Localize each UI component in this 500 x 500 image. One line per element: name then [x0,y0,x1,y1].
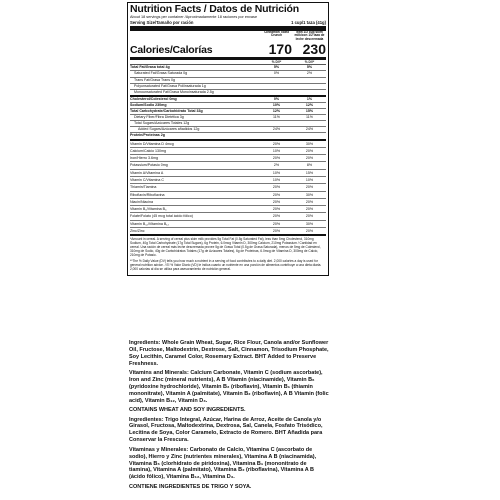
label-footnotes [130,236,326,271]
nutrient-name: Dietary Fiber/Fibra Dietética 3g [134,115,184,120]
nutrient-name: Protein/Proteínas 2g [130,133,165,138]
vitamin-dv-milk: 20% [305,148,314,153]
nutrient-name: Sodium/Sodio 230mg [130,102,167,107]
nutrient-name: Total Fat/Grasa total 4g [130,65,170,70]
nutrient-dv-cereal: 12% [272,109,281,114]
nutrient-name: Saturated Fat/Grasa Saturada 0g [134,71,188,76]
ingredients-paragraph: CONTAINS WHEAT AND SOY INGREDIENTS. [129,407,246,414]
column-header-cereal: Cinnamon Toast Crunch [264,29,289,38]
ingredients-paragraph: Vitaminas y Minerales: Carbonato de Calcio, Vitamina C (ascorbato de sodio), Hierro y Zinc (nutrientes minerales), Vitamina A B (niacinamida), Vitamina B₆ (clorhidrato de piridoxina), Vitamina B₁ (mononitrato de tiamina), Vitamina A (palmitato), Vitamina B₂ (riboflavina), Vitamina A B (ácido fólico), Vitamina B₁₂, Vitamina D₃. [129,446,317,481]
nutrient-name: Total Carbohydrate/Carbohidrato Total 33g [130,109,203,114]
column-headers [130,31,326,42]
nutrient-dv-cereal: 5% [273,65,280,70]
column-header-milk: with 1/2 cup skim milk/con 1/2 taza de leche descremada [294,29,325,41]
vitamin-dv-milk: 20% [305,229,314,234]
vitamin-name: Potassium/Potasio 0mg [130,163,168,168]
nutrient-dv-milk [293,90,326,95]
vitamin-dv-milk: 20% [305,156,314,161]
dv-header-milk: % DV* [304,60,315,65]
footnote-daily-value: **The % Daily Value (DV) tells you how much a nutrient in a serving of food contributes to a daily diet. 2,000 calories a day is used for general nutrition advice. / El % Valor Diario (VD) le indica cuanto un nutriente en una porción de alimentos contribuye a una dieta diaria. 2,000 calorías al día se utiliza para asesoramiento de nutrición general. [130,258,322,271]
vitamin-name: Zinc/Zinc [130,229,145,234]
ingredients-paragraph: Ingredients: Whole Grain Wheat, Sugar, Rice Flour, Canola and/or Sunflower Oil, Fructose, Maltodextrin, Dextrose, Salt, Cinnamon, Trisodium Phosphate, Soy Lecithin, Caramel Color, Rosemary Extract. BHT Added to Preserve Freshness. [129,340,329,367]
vitamin-dv-cereal: 20% [272,207,281,212]
vitamin-row [130,148,326,155]
vitamin-name: Vitamin C/Vitamina C [130,177,165,182]
nutrient-name: Total Sugars/Azúcares Totales 12g [134,121,190,126]
vitamin-dv-milk: 20% [305,185,314,190]
nutrient-dv-cereal: 0% [273,71,280,76]
vitamin-dv-cereal: 10% [272,170,281,175]
vitamin-row [130,221,326,228]
vitamin-dv-cereal: 20% [272,214,281,219]
vitamin-dv-cereal: 20% [272,221,281,226]
nutrient-dv-milk [293,78,326,83]
nutrient-name: Trans Fat/Grasa Trans 0g [134,77,176,82]
nutrition-panel [125,0,333,500]
vitamin-row [130,206,326,213]
vitamin-list [130,141,326,237]
vitamin-name: Vitamin D/Vitamina D 4mcg [130,141,174,146]
vitamin-row [130,170,326,177]
servings-per-container: About 18 servings per container /Aproximadamente 18 raciones por envase [130,15,258,19]
nutrient-dv-cereal [260,84,293,89]
nutrient-dv-milk [293,121,326,126]
ingredients-paragraph: CONTIENE INGREDIENTES DE TRIGO Y SOYA. [129,483,252,490]
nutrient-dv-milk: 5% [306,65,313,70]
nutrient-list [130,65,326,140]
vitamin-row [130,177,326,184]
nutrient-name: Added Sugars/Azúcares añadidos 12g [138,127,200,132]
label-title: Nutrition Facts / Datos de Nutrición [130,3,299,15]
vitamin-name: Riboflavin/Riboflavina [130,192,165,197]
nutrient-dv-milk: 12% [305,102,314,107]
nutrient-dv-cereal [260,121,293,126]
vitamin-row [130,184,326,191]
vitamin-name: Niacin/Niacina [130,199,153,204]
vitamin-name: Calcium/Calcio 130mg [130,148,166,153]
vitamin-dv-milk: 20% [305,199,314,204]
nutrient-dv-cereal: 11% [273,115,280,120]
calories-cereal: 170 [268,41,292,58]
dv-header-cereal: % DV* [271,60,282,65]
vitamin-row [130,155,326,162]
vitamin-dv-cereal: 20% [272,229,281,234]
vitamin-row [130,199,326,206]
nutrient-name: Cholesterol/Colesterol 0mg [130,96,177,101]
nutrient-dv-cereal: 10% [272,102,281,107]
vitamin-row [130,162,326,169]
vitamin-row [130,192,326,199]
vitamin-name: Vitamin B₆/Vitamina B₆ [130,207,167,212]
nutrient-dv-milk [293,84,326,89]
nutrient-row [130,90,326,97]
calories-row [130,41,326,60]
vitamin-row [130,141,326,148]
vitamin-dv-cereal: 20% [272,192,281,197]
nutrient-name: Polyunsaturated Fat/Grasa Poliinsaturada 1g [134,83,206,88]
nutrient-dv-cereal [260,90,293,95]
vitamin-row [130,228,326,236]
vitamin-name: Thiamin/Tiamina [130,185,157,190]
vitamin-dv-cereal: 2% [273,163,280,168]
nutrient-dv-cereal [260,78,293,83]
vitamin-dv-milk: 30% [305,141,314,146]
serving-size-value: 1 cup/1 taza (41g) [291,19,326,25]
calories-label: Calories/Calorías [130,44,213,57]
serving-size-row [130,20,326,31]
nutrient-dv-milk [293,133,326,138]
nutrient-dv-cereal: 0% [273,96,280,101]
vitamin-row [130,213,326,220]
vitamin-dv-milk: 10% [305,177,314,182]
nutrient-dv-milk: 1% [306,96,313,101]
nutrient-dv-milk: 15% [305,109,314,114]
vitamin-dv-cereal: 20% [272,141,281,146]
vitamin-dv-milk: 30% [305,192,314,197]
vitamin-name: Iron/Hierro 3.6mg [130,156,158,161]
vitamin-dv-cereal: 20% [272,185,281,190]
nutrient-dv-milk: 24% [305,127,314,132]
ingredients-paragraph: Vitamins and Minerals: Calcium Carbonate, Vitamin C (sodium ascorbate), Iron and Zinc (mineral nutrients), A B Vitamin (niacinamide), Vitamin B₆ (pyridoxine hydrochloride), Vitamin B₂ (riboflavin), Vitamin B₁ (thiamin mononitrate), Vitamin A (palmitate), Vitamin B₂ (riboflavin), A B Vitamin (folic acid), Vitamin B₁₂, Vitamin D₃. [129,370,329,404]
ingredients-block [129,340,329,493]
vitamin-dv-milk: 20% [305,214,314,219]
vitamin-dv-milk: 30% [305,221,314,226]
vitamin-dv-cereal: 10% [272,148,281,153]
vitamin-dv-milk: 20% [305,207,314,212]
nutrient-dv-cereal [260,133,293,138]
nutrient-dv-milk: 2% [306,71,313,76]
nutrient-row [130,133,326,140]
nutrient-name: Monounsaturated Fat/Grasa Monoinsaturada 2.5g [134,89,214,94]
vitamin-dv-cereal: 10% [272,177,281,182]
footnote-amount: *Amount in cereal. A serving of cereal plus skim milk provides 5g Total Fat (0.5g Saturated Fat), less than 5mg Cholesterol, 310mg Sodium, 40g Total Carbohydrate (17g Total Sugars), 6g Protein, 6.0mcg Vitamin D, 300mg Calcium, 210mg Potassium / Cantidad en cereal. Una ración de cereal más leche descremada provee 5g de Grasa Total (0.5g de Grasa Saturada), menos de 5mg de Colesterol, 310mg de Sodio, 40g de Carbohidratos Totales (17g de Azúcares Totales), 6g de Proteínas, 6.0mcg de Vitamina D, 300mg de Calcio, 210mg de Potasio. [130,237,321,257]
vitamin-dv-milk: 8% [306,163,313,168]
serving-size-label: Serving Size/Tamaño por ración [130,19,194,25]
ingredients-paragraph: Ingredientes: Trigo Integral, Azúcar, Harina de Arroz, Aceite de Canola y/o Girasol, Fructosa, Maltodextrina, Dextrosa, Sal, Canela, Fosfato Trisódico, Lecitina de Soya, Color Caramelo, Extracto de Romero. BHT Añadida para Conservar la Frescura. [129,416,323,444]
vitamin-dv-cereal: 20% [272,156,281,161]
calories-milk: 230 [302,41,326,58]
nutrient-dv-milk: 11% [306,115,313,120]
nutrition-facts-label [127,2,329,276]
vitamin-name: Vitamin B₁₂/Vitamina B₁₂ [130,221,169,226]
vitamin-name: Vitamin A/Vitamina A [130,170,164,175]
vitamin-name: Folate/Folato (45 mcg total ácido fólico) [130,214,193,219]
nutrient-dv-cereal: 24% [272,127,281,132]
vitamin-dv-cereal: 20% [272,199,281,204]
vitamin-dv-milk: 15% [305,170,314,175]
